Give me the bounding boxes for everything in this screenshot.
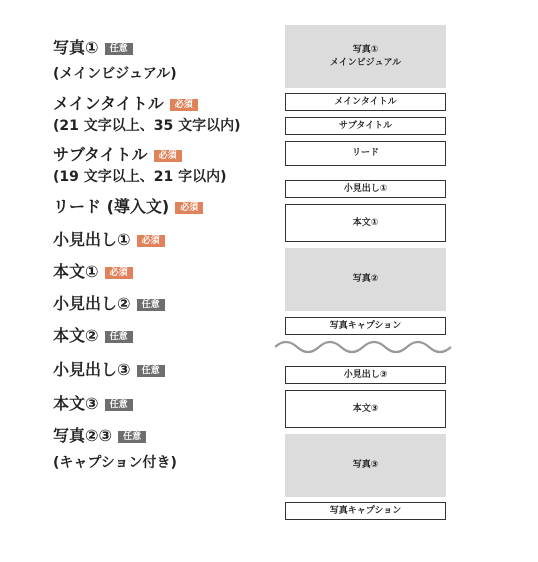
item-label: 写真① <box>53 38 99 57</box>
item-note: (21 文字以上、35 文字以内) <box>53 118 241 134</box>
item-heading-2 <box>53 294 165 314</box>
optional-badge: 任意 <box>105 399 133 411</box>
item-label: メインタイトル <box>53 94 164 113</box>
item-label: サブタイトル <box>53 145 148 164</box>
optional-badge: 任意 <box>105 43 133 55</box>
item-lead <box>53 197 203 217</box>
layout-subtitle: サブタイトル <box>285 117 446 135</box>
item-photo-2-3 <box>53 426 146 446</box>
item-note: (キャプション付き) <box>53 455 177 471</box>
layout-heading-3: 小見出し③ <box>285 366 446 384</box>
item-body-1 <box>53 262 133 282</box>
layout-lead: リード <box>285 141 446 166</box>
layout-photo-caption: 写真キャプション <box>285 317 446 335</box>
item-label: 小見出し③ <box>53 360 131 379</box>
optional-badge: 任意 <box>118 431 146 443</box>
required-badge: 必須 <box>175 202 203 214</box>
layout-photo-caption: 写真キャプション <box>285 502 446 520</box>
item-label: 小見出し① <box>53 230 131 249</box>
layout-body-1: 本文① <box>285 204 446 242</box>
layout-heading-1: 小見出し① <box>285 180 446 198</box>
optional-badge: 任意 <box>137 365 165 377</box>
optional-badge: 任意 <box>105 331 133 343</box>
item-label: リード (導入文) <box>53 197 170 216</box>
layout-photo-3: 写真③ <box>285 434 446 497</box>
item-note: (19 文字以上、21 字以内) <box>53 169 227 185</box>
item-label: 写真②③ <box>53 426 113 445</box>
layout-photo-2: 写真② <box>285 248 446 311</box>
item-heading-3 <box>53 360 165 380</box>
item-note: (メインビジュアル) <box>53 66 177 82</box>
layout-photo-1: 写真① メインビジュアル <box>285 25 446 88</box>
required-badge: 必須 <box>105 267 133 279</box>
item-heading-1 <box>53 230 165 250</box>
item-subtitle <box>53 145 182 165</box>
item-label: 本文③ <box>53 394 99 413</box>
item-main-title <box>53 94 198 114</box>
item-photo-1 <box>53 38 133 58</box>
item-label: 小見出し② <box>53 294 131 313</box>
item-body-2 <box>53 326 133 346</box>
layout-main-title: メインタイトル <box>285 93 446 111</box>
omission-wave-line <box>275 338 455 356</box>
item-label: 本文② <box>53 326 99 345</box>
required-badge: 必須 <box>170 99 198 111</box>
layout-body-3: 本文③ <box>285 390 446 428</box>
optional-badge: 任意 <box>137 299 165 311</box>
required-badge: 必須 <box>154 150 182 162</box>
item-label: 本文① <box>53 262 99 281</box>
required-badge: 必須 <box>137 235 165 247</box>
item-body-3 <box>53 394 133 414</box>
